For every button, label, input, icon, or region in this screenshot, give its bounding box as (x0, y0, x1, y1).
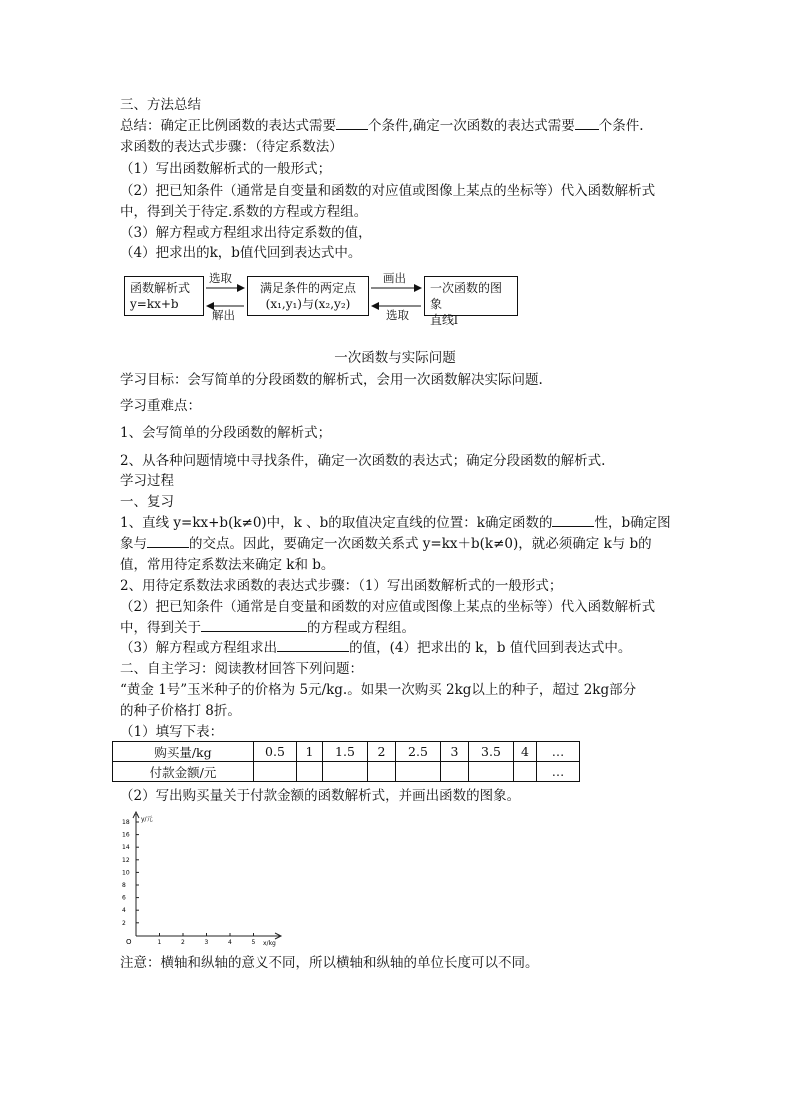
x-axis-label: x/kg (263, 940, 276, 947)
x-tick-label: 4 (228, 939, 232, 946)
table-input-cell[interactable] (368, 762, 396, 782)
answer-blank[interactable] (201, 619, 307, 632)
table-cell: … (537, 742, 580, 762)
review-1-line3: 值，常用待定系数法来确定 k和 b。 (120, 557, 335, 573)
step-3: （3）解方程或方程组求出待定系数的值， (120, 225, 372, 241)
y-tick-label: 10 (122, 869, 130, 877)
row-header-amount: 购买量/kg (113, 742, 254, 762)
arrow2-top-label: 画出 (383, 271, 406, 285)
flow-box-graph-title: 一次函数的图象 (430, 281, 503, 311)
y-tick-label: 2 (122, 919, 126, 927)
table-input-cell[interactable] (514, 762, 537, 782)
y-axis-label: y/元 (141, 816, 153, 823)
answer-blank[interactable] (147, 535, 189, 548)
answer-blank[interactable] (552, 514, 594, 527)
step-1: （1）写出函数解析式的一般形式； (120, 161, 332, 177)
flow-arrows (0, 0, 790, 340)
steps-title: 求函数的表达式步骤：（待定系数法） (120, 139, 343, 155)
review-2-text-c: 中，得到关于 (120, 620, 201, 636)
x-tick-label: 3 (204, 939, 209, 946)
table-input-cell[interactable] (254, 762, 297, 782)
x-tick-label: 1 (157, 939, 162, 946)
arrow1-top-label: 选取 (209, 271, 232, 285)
flow-box-points-title: 满足条件的两定点 (259, 281, 356, 295)
arrow1-bottom-label: 解出 (212, 308, 235, 322)
y-tick-label: 14 (122, 844, 130, 852)
row-header-payment: 付款金额/元 (113, 762, 254, 782)
table-cell: 2 (368, 742, 396, 762)
x-ticks (158, 933, 256, 946)
keypoints-title: 学习重难点： (120, 398, 201, 414)
review-1-text-d: 的交点。因此，要确定一次函数关系式 y=kx＋b(k≠0)，就必须确定 k与 b的 (189, 536, 652, 552)
table-input-cell[interactable] (396, 762, 441, 782)
review-title: 一、复习 (120, 494, 174, 510)
method-heading: 三、方法总结 (120, 97, 201, 113)
flow-box-points-expr: (x₁,y₁)与(x₂,y₂) (265, 297, 351, 311)
step-2b: 中，得到关于待定.系数的方程或方程组。 (120, 204, 368, 220)
review-1-text-a: 1、直线 y=kx+b(k≠0)中，k 、b的取值决定直线的位置：k确定函数的 (120, 515, 553, 531)
review-3-line (120, 639, 631, 657)
table-input-cell[interactable] (297, 762, 323, 782)
review-3-text-a: （3）解方程或方程组求出 (120, 640, 278, 656)
summary-part-c: 个条件. (598, 118, 644, 134)
problem-line1: “黄金 1号”玉米种子的价格为 5元/kg.。如果一次购买 2kg以上的种子，超过 2kg部分 (120, 682, 637, 698)
table-cell: … (537, 762, 580, 782)
review-2-line1: 2、用待定系数法求函数的表达式步骤：（1）写出函数解析式的一般形式； (120, 578, 563, 594)
y-tick-label: 12 (122, 856, 130, 864)
origin-label: O (126, 938, 132, 946)
y-tick-label: 6 (122, 894, 126, 902)
process-title: 学习过程 (120, 473, 174, 489)
table-input-cell[interactable] (441, 762, 469, 782)
coordinate-graph[interactable] (120, 808, 290, 948)
flow-box-formula-expr: y=kx+b (130, 297, 179, 311)
lesson-title: 一次函数与实际问题 (334, 350, 456, 366)
table-cell: 1 (297, 742, 323, 762)
flow-box-graph-expr: 直线l (430, 313, 458, 327)
y-tick-label: 4 (122, 907, 126, 915)
review-3-text-b: 的值，(4）把求出的 k，b 值代回到表达式中。 (349, 640, 632, 656)
note: 注意：横轴和纵轴的意义不同，所以横轴和纵轴的单位长度可以不同。 (120, 955, 539, 971)
step-2a: （2）把已知条件（通常是自变量和函数的对应值或图像上某点的坐标等）代入函数解析式 (120, 183, 656, 199)
review-2-line2: （2）把已知条件（通常是自变量和函数的对应值或图像上某点的坐标等）代入函数解析式 (120, 599, 656, 615)
table-row (113, 742, 580, 762)
review-2-line3 (120, 619, 415, 637)
keypoint-1: 1、会写简单的分段函数的解析式； (120, 425, 332, 441)
question-2: （2）写出购买量关于付款金额的函数解析式，并画出函数的图象。 (120, 788, 521, 804)
x-tick-label: 5 (251, 939, 256, 946)
price-table (112, 741, 580, 782)
table-cell: 4 (514, 742, 537, 762)
review-1-text-b: 性，b确定图 (594, 515, 671, 531)
learning-goal: 学习目标：会写简单的分段函数的解析式，会用一次函数解决实际问题. (120, 372, 543, 388)
x-tick-label: 2 (181, 939, 185, 946)
review-1-line2 (120, 535, 652, 553)
table-input-cell[interactable] (323, 762, 368, 782)
problem-line2: 的种子价格打 8折。 (120, 703, 241, 719)
table-cell: 3 (441, 742, 469, 762)
table-cell: 3.5 (469, 742, 514, 762)
table-row (113, 762, 580, 782)
keypoint-2: 2、从各种问题情境中寻找条件，确定一次函数的表达式；确定分段函数的解析式. (120, 453, 606, 469)
step-4: （4）把求出的k，b值代回到表达式中。 (120, 245, 362, 261)
table-cell: 2.5 (396, 742, 441, 762)
self-study-title: 二、自主学习：阅读教材回答下列问题： (120, 661, 363, 677)
y-tick-label: 16 (122, 831, 130, 839)
review-1-line1 (120, 514, 671, 532)
y-tick-label: 8 (122, 882, 126, 889)
summary-part-a: 总结：确定正比例函数的表达式需要 (120, 118, 336, 134)
review-1-text-c: 象与 (120, 536, 147, 552)
table-cell: 0.5 (254, 742, 297, 762)
arrow2-bottom-label: 选取 (386, 308, 409, 322)
table-cell: 1.5 (323, 742, 368, 762)
summary-part-b: 个条件,确定一次函数的表达式需要 (368, 118, 575, 134)
flow-box-formula-title: 函数解析式 (130, 281, 191, 295)
y-tick-label: 18 (122, 819, 130, 826)
question-1: （1）填写下表： (120, 724, 224, 740)
answer-blank[interactable] (277, 639, 349, 652)
table-input-cell[interactable] (469, 762, 514, 782)
review-2-text-d: 的方程或方程组。 (307, 620, 415, 636)
